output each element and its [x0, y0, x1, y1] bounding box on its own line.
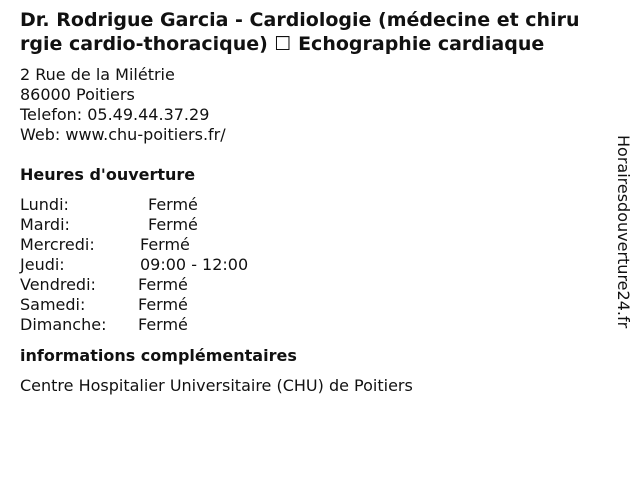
day-label: Dimanche: — [20, 315, 107, 334]
city-postcode: 86000 Poitiers — [20, 85, 135, 104]
street-address: 2 Rue de la Milétrie — [20, 65, 175, 84]
listing-content — [20, 8, 585, 396]
hours-value: 09:00 - 12:00 — [140, 255, 249, 274]
hours-value: Fermé — [148, 195, 198, 214]
day-label: Lundi: — [20, 195, 69, 214]
page-title: Dr. Rodrigue Garcia - Cardiologie (médecine et chirurgie cardio-thoracique) ☐ Echographie cardiaque — [20, 9, 580, 55]
hours-row-jeudi — [20, 255, 585, 275]
site-watermark: Horairesdouverture24.fr — [614, 135, 633, 329]
address-block — [20, 65, 585, 145]
day-label: Jeudi: — [20, 255, 65, 274]
day-label: Samedi: — [20, 295, 86, 314]
website-text: Web: www.chu-poitiers.fr/ — [20, 125, 226, 144]
hours-row-dimanche — [20, 315, 585, 335]
hours-value: Fermé — [138, 275, 188, 294]
hours-row-mercredi — [20, 235, 585, 255]
day-label: Mercredi: — [20, 235, 95, 254]
hours-row-mardi — [20, 215, 585, 235]
hours-row-samedi — [20, 295, 585, 315]
additional-info-heading: informations complémentaires — [20, 346, 297, 365]
hours-value: Fermé — [138, 295, 188, 314]
hours-value: Fermé — [138, 315, 188, 334]
hours-row-lundi — [20, 195, 585, 215]
day-label: Vendredi: — [20, 275, 96, 294]
hours-row-vendredi — [20, 275, 585, 295]
opening-hours-table — [20, 195, 585, 335]
hours-value: Fermé — [140, 235, 190, 254]
additional-info-text: Centre Hospitalier Universitaire (CHU) de Poitiers — [20, 376, 413, 395]
hours-value: Fermé — [148, 215, 198, 234]
day-label: Mardi: — [20, 215, 70, 234]
phone-number: Telefon: 05.49.44.37.29 — [20, 105, 210, 124]
opening-hours-heading: Heures d'ouverture — [20, 165, 196, 184]
